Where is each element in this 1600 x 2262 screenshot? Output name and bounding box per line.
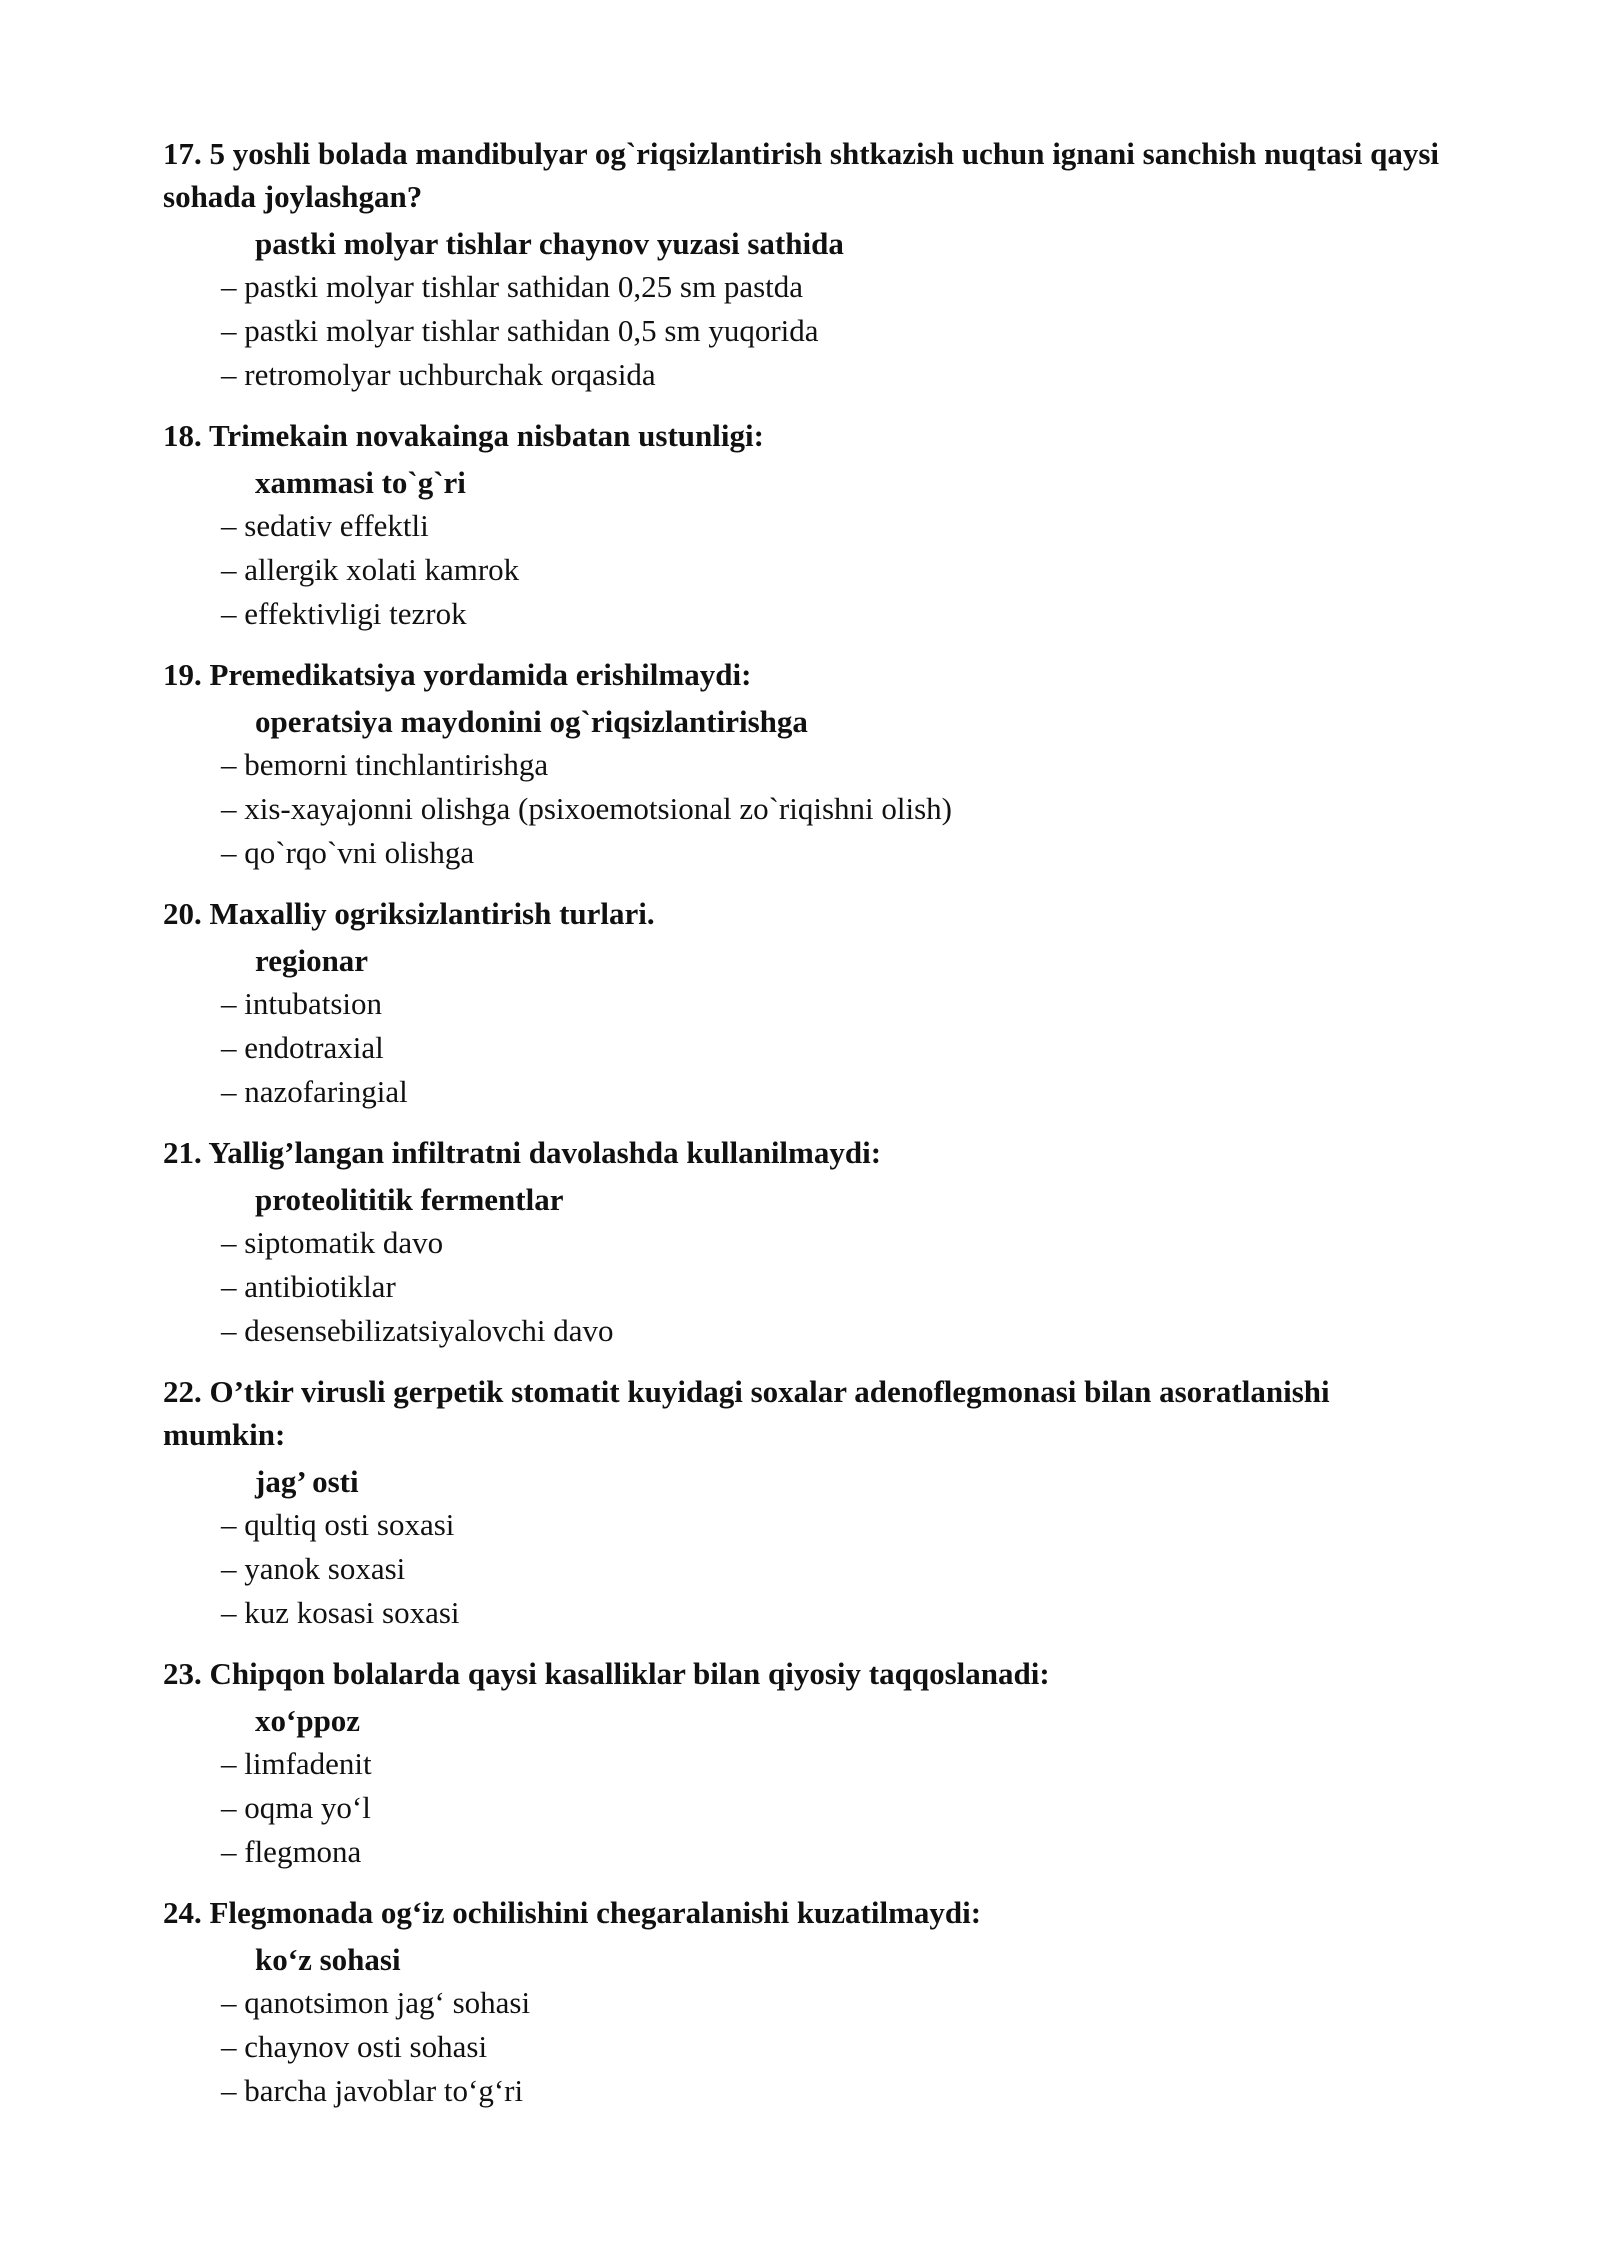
question-title: 24. Flegmonada og‘iz ochilishini chegaralanishi kuzatilmaydi: [163, 1895, 982, 1930]
answer-option: – flegmona [221, 1834, 362, 1869]
answer-options [163, 265, 1453, 397]
answer-option: – qultiq osti soxasi [221, 1507, 455, 1542]
answer-options [163, 504, 1453, 636]
answer-option: – chaynov osti sohasi [221, 2029, 488, 2064]
question-title: 18. Trimekain novakainga nisbatan ustunligi: [163, 418, 764, 453]
question-19 [163, 653, 1453, 875]
correct-answer: ko‘z sohasi [255, 1942, 401, 1977]
answer-option: – oqma yo‘l [221, 1790, 371, 1825]
answer-option: – pastki molyar tishlar sathidan 0,5 sm yuqorida [221, 313, 819, 348]
answer-options [163, 1503, 1453, 1635]
correct-answer: jag’ osti [255, 1464, 359, 1499]
correct-answer: xammasi to`g`ri [255, 465, 466, 500]
question-list [163, 132, 1453, 2113]
question-24 [163, 1891, 1453, 2113]
answer-option: – allergik xolati kamrok [221, 552, 520, 587]
answer-option: – desensebilizatsiyalovchi davo [221, 1313, 614, 1348]
question-title: 20. Maxalliy ogriksizlantirish turlari. [163, 896, 655, 931]
answer-option: – yanok soxasi [221, 1551, 406, 1586]
answer-option: – bemorni tinchlantirishga [221, 747, 549, 782]
question-21 [163, 1131, 1453, 1353]
question-title: 21. Yallig’langan infiltratni davolashda kullanilmaydi: [163, 1135, 882, 1170]
correct-answer: proteolititik fermentlar [255, 1182, 564, 1217]
answer-options [163, 1742, 1453, 1874]
answer-option: – nazofaringial [221, 1074, 408, 1109]
answer-option: – effektivligi tezrok [221, 596, 467, 631]
correct-answer: regionar [255, 943, 369, 978]
answer-option: – qanotsimon jag‘ sohasi [221, 1985, 531, 2020]
answer-options [163, 1221, 1453, 1353]
answer-option: – intubatsion [221, 986, 383, 1021]
correct-answer: xo‘ppoz [255, 1703, 361, 1738]
correct-answer: pastki molyar tishlar chaynov yuzasi sathida [255, 226, 844, 261]
question-23 [163, 1652, 1453, 1874]
answer-options [163, 982, 1453, 1114]
answer-options [163, 743, 1453, 875]
answer-option: – qo`rqo`vni olishga [221, 835, 475, 870]
question-title: 23. Chipqon bolalarda qaysi kasalliklar bilan qiyosiy taqqoslanadi: [163, 1656, 1050, 1691]
answer-option: – retromolyar uchburchak orqasida [221, 357, 656, 392]
question-17 [163, 132, 1453, 397]
answer-option: – siptomatik davo [221, 1225, 444, 1260]
answer-option: – endotraxial [221, 1030, 384, 1065]
answer-option: – sedativ effektli [221, 508, 429, 543]
question-20 [163, 892, 1453, 1114]
answer-option: – xis-xayajonni olishga (psixoemotsional zo`riqishni olish) [221, 791, 952, 826]
correct-answer: operatsiya maydonini og`riqsizlantirishga [255, 704, 808, 739]
answer-option: – antibiotiklar [221, 1269, 396, 1304]
answer-option: – kuz kosasi soxasi [221, 1595, 460, 1630]
answer-option: – limfadenit [221, 1746, 372, 1781]
question-title: 17. 5 yoshli bolada mandibulyar og`riqsizlantirish shtkazish uchun ignani sanchish nuqtasi qaysi sohada joylashgan? [163, 136, 1440, 214]
question-title: 19. Premedikatsiya yordamida erishilmaydi: [163, 657, 752, 692]
answer-options [163, 1981, 1453, 2113]
question-title: 22. O’tkir virusli gerpetik stomatit kuyidagi soxalar adenoflegmonasi bilan asoratlanishi mumkin: [163, 1374, 1330, 1452]
answer-option: – pastki molyar tishlar sathidan 0,25 sm pastda [221, 269, 804, 304]
question-18 [163, 414, 1453, 636]
answer-option: – barcha javoblar to‘g‘ri [221, 2073, 524, 2108]
question-22 [163, 1370, 1453, 1635]
